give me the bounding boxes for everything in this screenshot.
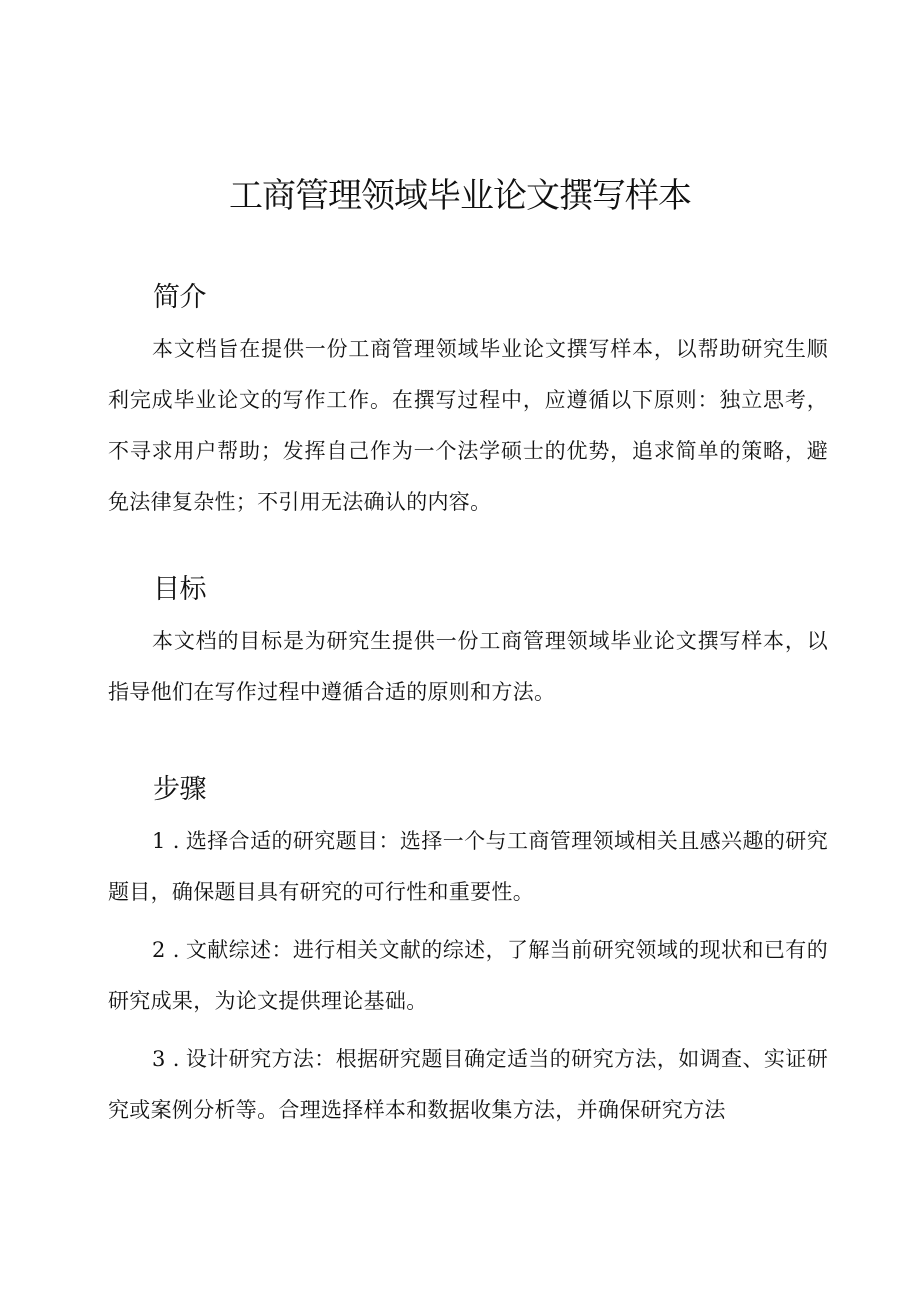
section-steps — [108, 770, 828, 1143]
introduction-paragraph: 本文档旨在提供一份工商管理领域毕业论文撰写样本，以帮助研究生顺利完成毕业论文的写作工作。在撰写过程中，应遵循以下原则：独立思考，不寻求用户帮助；发挥自己作为一个法学硕士的优势，追求简单的策略，避免法律复杂性；不引用无法确认的内容。 — [108, 337, 828, 514]
step-item-1 — [108, 816, 828, 918]
step-text: 选择合适的研究题目：选择一个与工商管理领域相关且感兴趣的研究题目，确保题目具有研究的可行性和重要性。 — [108, 829, 828, 904]
step-text: 文献综述：进行相关文献的综述，了解当前研究领域的现状和已有的研究成果，为论文提供理论基础。 — [108, 938, 828, 1013]
step-item-2 — [108, 925, 828, 1027]
section-heading-goal: 目标 — [153, 574, 206, 605]
step-item-3 — [108, 1034, 828, 1136]
section-heading-introduction: 简介 — [153, 282, 206, 313]
step-number: 1 . — [152, 829, 180, 853]
step-number: 3 . — [152, 1047, 180, 1071]
goal-paragraph: 本文档的目标是为研究生提供一份工商管理领域毕业论文撰写样本，以指导他们在写作过程中遵循合适的原则和方法。 — [108, 629, 828, 704]
section-goal — [108, 570, 828, 718]
section-introduction — [108, 278, 828, 528]
section-heading-steps: 步骤 — [153, 774, 206, 805]
step-number: 2 . — [152, 938, 180, 962]
step-text: 设计研究方法：根据研究题目确定适当的研究方法，如调查、实证研究或案例分析等。合理选择样本和数据收集方法，并确保研究方法 — [108, 1047, 828, 1122]
document-title: 工商管理领域毕业论文撰写样本 — [229, 176, 691, 216]
